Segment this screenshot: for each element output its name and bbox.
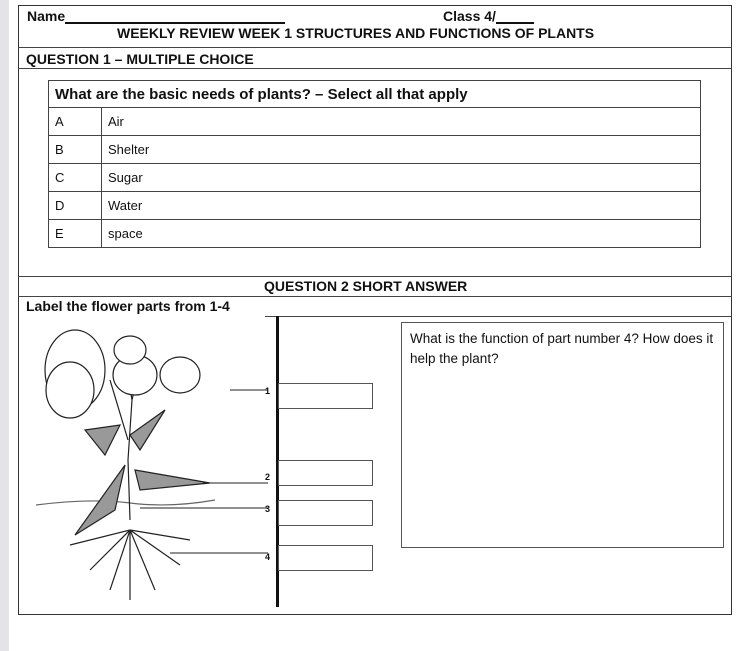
diagram-label-1: 1	[265, 386, 271, 396]
answer-box-3[interactable]	[278, 500, 373, 526]
choice-letter: C	[49, 164, 102, 192]
choice-row[interactable]	[49, 220, 701, 248]
name-label: Name	[27, 8, 66, 24]
plant-diagram	[30, 320, 275, 610]
choice-letter: D	[49, 192, 102, 220]
divider	[18, 276, 732, 277]
choice-text: Shelter	[102, 136, 701, 164]
choice-row[interactable]	[49, 108, 701, 136]
diagram-label-4: 4	[265, 552, 271, 562]
answer-box-2[interactable]	[278, 460, 373, 486]
divider	[18, 296, 732, 297]
choice-letter: E	[49, 220, 102, 248]
question1-prompt: What are the basic needs of plants? – Select all that apply	[49, 81, 701, 108]
choice-text: Water	[102, 192, 701, 220]
divider	[265, 316, 732, 317]
class-blank[interactable]	[496, 22, 534, 24]
function-question: What is the function of part number 4? How does it help the plant?	[410, 331, 714, 366]
choice-text: Air	[102, 108, 701, 136]
page-title: WEEKLY REVIEW WEEK 1 STRUCTURES AND FUNCTIONS OF PLANTS	[117, 25, 595, 41]
class-label: Class 4/	[443, 8, 496, 24]
answer-box-1[interactable]	[278, 383, 373, 409]
choice-row[interactable]	[49, 192, 701, 220]
diagram-label-3: 3	[265, 504, 271, 514]
choice-letter: B	[49, 136, 102, 164]
question2-instruction: Label the flower parts from 1-4	[26, 298, 230, 314]
diagram-label-2: 2	[265, 472, 271, 482]
choice-letter: A	[49, 108, 102, 136]
choices-table	[48, 80, 701, 248]
question1-heading: QUESTION 1 – MULTIPLE CHOICE	[26, 51, 254, 67]
choice-row[interactable]	[49, 136, 701, 164]
name-blank[interactable]	[65, 22, 285, 24]
choice-row[interactable]	[49, 164, 701, 192]
question2-heading: QUESTION 2 SHORT ANSWER	[264, 278, 468, 294]
choice-text: Sugar	[102, 164, 701, 192]
name-field[interactable]	[27, 8, 285, 24]
function-question-box[interactable]	[401, 322, 724, 548]
choice-text: space	[102, 220, 701, 248]
class-field[interactable]	[443, 8, 534, 24]
divider	[18, 47, 732, 48]
divider	[18, 68, 732, 69]
answer-box-4[interactable]	[278, 545, 373, 571]
left-margin	[0, 0, 9, 651]
